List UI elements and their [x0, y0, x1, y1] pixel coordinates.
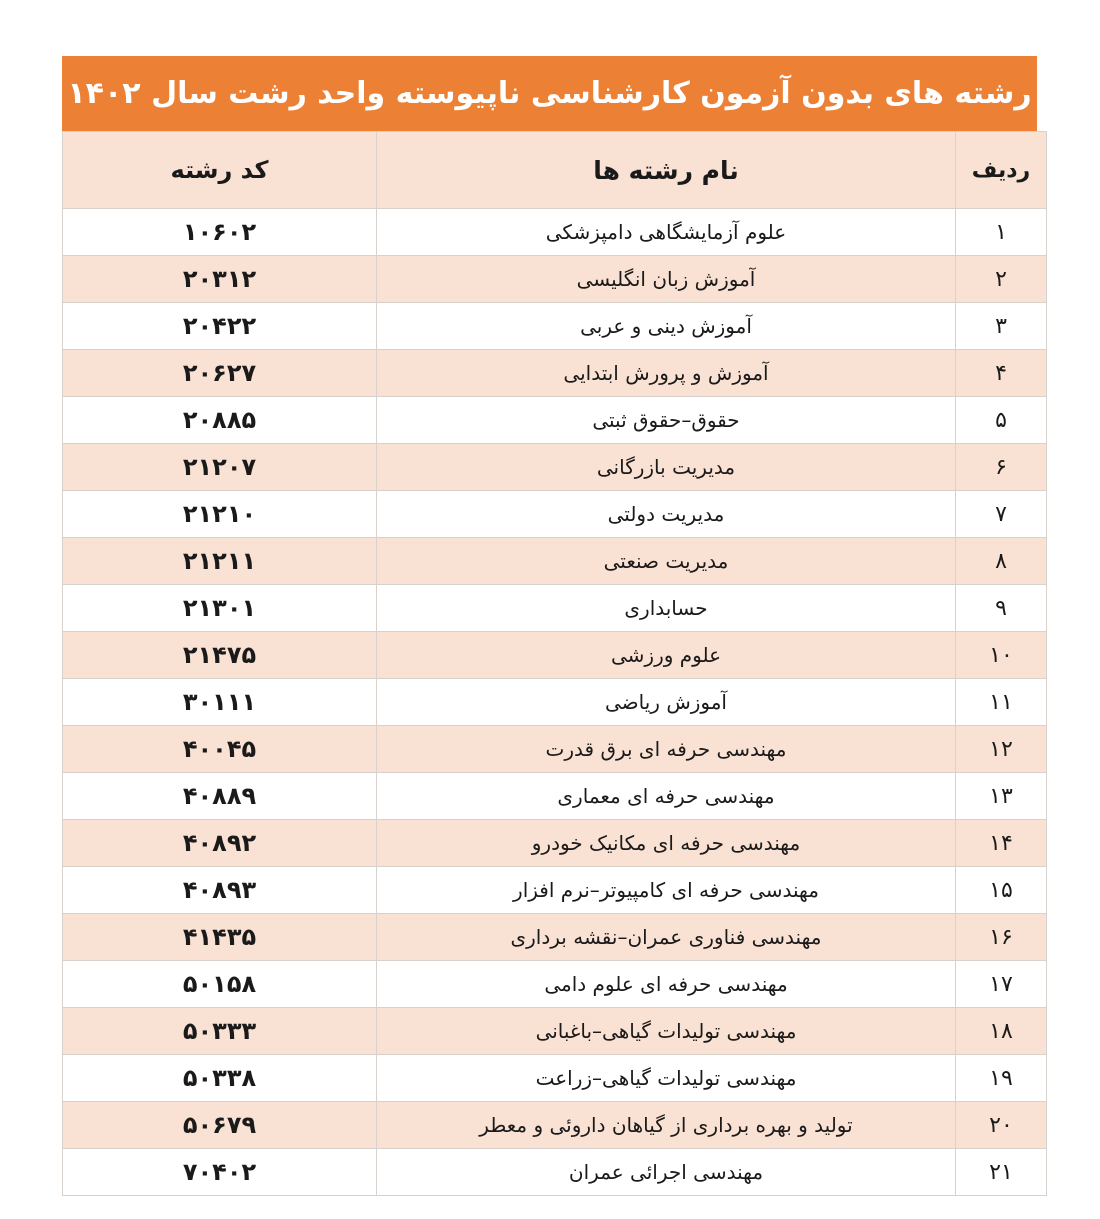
table-row: [63, 1055, 1047, 1102]
row-index: ۹: [956, 585, 1047, 632]
row-name: حقوق–حقوق ثبتی: [377, 397, 956, 444]
row-code: ۵۰۶۷۹: [63, 1102, 377, 1149]
header-name: نام رشته ها: [377, 132, 956, 209]
row-index: ۶: [956, 444, 1047, 491]
row-index: ۳: [956, 303, 1047, 350]
row-code: ۲۱۲۱۱: [63, 538, 377, 585]
table-row: [63, 1008, 1047, 1055]
row-code: ۷۰۴۰۲: [63, 1149, 377, 1196]
row-name: مدیریت بازرگانی: [377, 444, 956, 491]
row-index: ۱۷: [956, 961, 1047, 1008]
table-row: [63, 1102, 1047, 1149]
table-row: [63, 867, 1047, 914]
row-code: ۲۰۳۱۲: [63, 256, 377, 303]
row-code: ۲۱۲۱۰: [63, 491, 377, 538]
table-row: [63, 256, 1047, 303]
table-row: [63, 773, 1047, 820]
row-index: ۱۲: [956, 726, 1047, 773]
row-name: آموزش ریاضی: [377, 679, 956, 726]
row-name: مهندسی حرفه ای مکانیک خودرو: [377, 820, 956, 867]
row-index: ۱۹: [956, 1055, 1047, 1102]
header-code: کد رشته: [63, 132, 377, 209]
table-row: [63, 444, 1047, 491]
row-code: ۲۰۶۲۷: [63, 350, 377, 397]
row-name: علوم ورزشی: [377, 632, 956, 679]
row-code: ۲۱۴۷۵: [63, 632, 377, 679]
row-index: ۱۰: [956, 632, 1047, 679]
table-row: [63, 303, 1047, 350]
row-code: ۴۱۴۳۵: [63, 914, 377, 961]
row-index: ۴: [956, 350, 1047, 397]
row-index: ۱۸: [956, 1008, 1047, 1055]
row-index: ۱۱: [956, 679, 1047, 726]
row-name: مهندسی حرفه ای معماری: [377, 773, 956, 820]
row-code: ۲۱۳۰۱: [63, 585, 377, 632]
row-code: ۴۰۸۸۹: [63, 773, 377, 820]
row-name: مهندسی تولیدات گیاهی–زراعت: [377, 1055, 956, 1102]
table-row: [63, 914, 1047, 961]
row-name: آموزش و پرورش ابتدایی: [377, 350, 956, 397]
header-row: [63, 132, 1047, 209]
table-row: [63, 397, 1047, 444]
table-title: رشته های بدون آزمون کارشناسی ناپیوسته واحد رشت سال ۱۴۰۲: [62, 56, 1037, 131]
table-row: [63, 632, 1047, 679]
row-name: آموزش دینی و عربی: [377, 303, 956, 350]
table-row: [63, 491, 1047, 538]
row-code: ۴۰۸۹۳: [63, 867, 377, 914]
row-name: مهندسی حرفه ای برق قدرت: [377, 726, 956, 773]
row-code: ۲۱۲۰۷: [63, 444, 377, 491]
row-code: ۴۰۰۴۵: [63, 726, 377, 773]
row-name: مهندسی حرفه ای علوم دامی: [377, 961, 956, 1008]
row-name: مهندسی اجرائی عمران: [377, 1149, 956, 1196]
row-code: ۳۰۱۱۱: [63, 679, 377, 726]
row-name: مدیریت صنعتی: [377, 538, 956, 585]
row-code: ۵۰۱۵۸: [63, 961, 377, 1008]
row-index: ۲۱: [956, 1149, 1047, 1196]
row-index: ۱۳: [956, 773, 1047, 820]
row-name: مدیریت دولتی: [377, 491, 956, 538]
table-row: [63, 1149, 1047, 1196]
majors-sheet: [62, 56, 1037, 1196]
table-row: [63, 679, 1047, 726]
row-name: مهندسی فناوری عمران–نقشه برداری: [377, 914, 956, 961]
table-body: [63, 209, 1047, 1196]
row-name: علوم آزمایشگاهی دامپزشکی: [377, 209, 956, 256]
table-row: [63, 209, 1047, 256]
row-name: مهندسی حرفه ای کامپیوتر–نرم افزار: [377, 867, 956, 914]
row-index: ۵: [956, 397, 1047, 444]
table-row: [63, 538, 1047, 585]
row-code: ۱۰۶۰۲: [63, 209, 377, 256]
row-name: مهندسی تولیدات گیاهی–باغبانی: [377, 1008, 956, 1055]
header-index: ردیف: [956, 132, 1047, 209]
table-row: [63, 820, 1047, 867]
table-row: [63, 726, 1047, 773]
row-index: ۱۴: [956, 820, 1047, 867]
row-index: ۱: [956, 209, 1047, 256]
row-code: ۴۰۸۹۲: [63, 820, 377, 867]
row-code: ۲۰۴۲۲: [63, 303, 377, 350]
table-row: [63, 350, 1047, 397]
row-index: ۸: [956, 538, 1047, 585]
row-index: ۱۶: [956, 914, 1047, 961]
row-index: ۱۵: [956, 867, 1047, 914]
table-row: [63, 585, 1047, 632]
row-index: ۲۰: [956, 1102, 1047, 1149]
table-row: [63, 961, 1047, 1008]
row-code: ۵۰۳۳۳: [63, 1008, 377, 1055]
row-name: حسابداری: [377, 585, 956, 632]
row-code: ۵۰۳۳۸: [63, 1055, 377, 1102]
majors-table: [62, 131, 1047, 1196]
row-index: ۷: [956, 491, 1047, 538]
row-name: تولید و بهره برداری از گیاهان داروئی و معطر: [377, 1102, 956, 1149]
row-index: ۲: [956, 256, 1047, 303]
row-code: ۲۰۸۸۵: [63, 397, 377, 444]
row-name: آموزش زبان انگلیسی: [377, 256, 956, 303]
